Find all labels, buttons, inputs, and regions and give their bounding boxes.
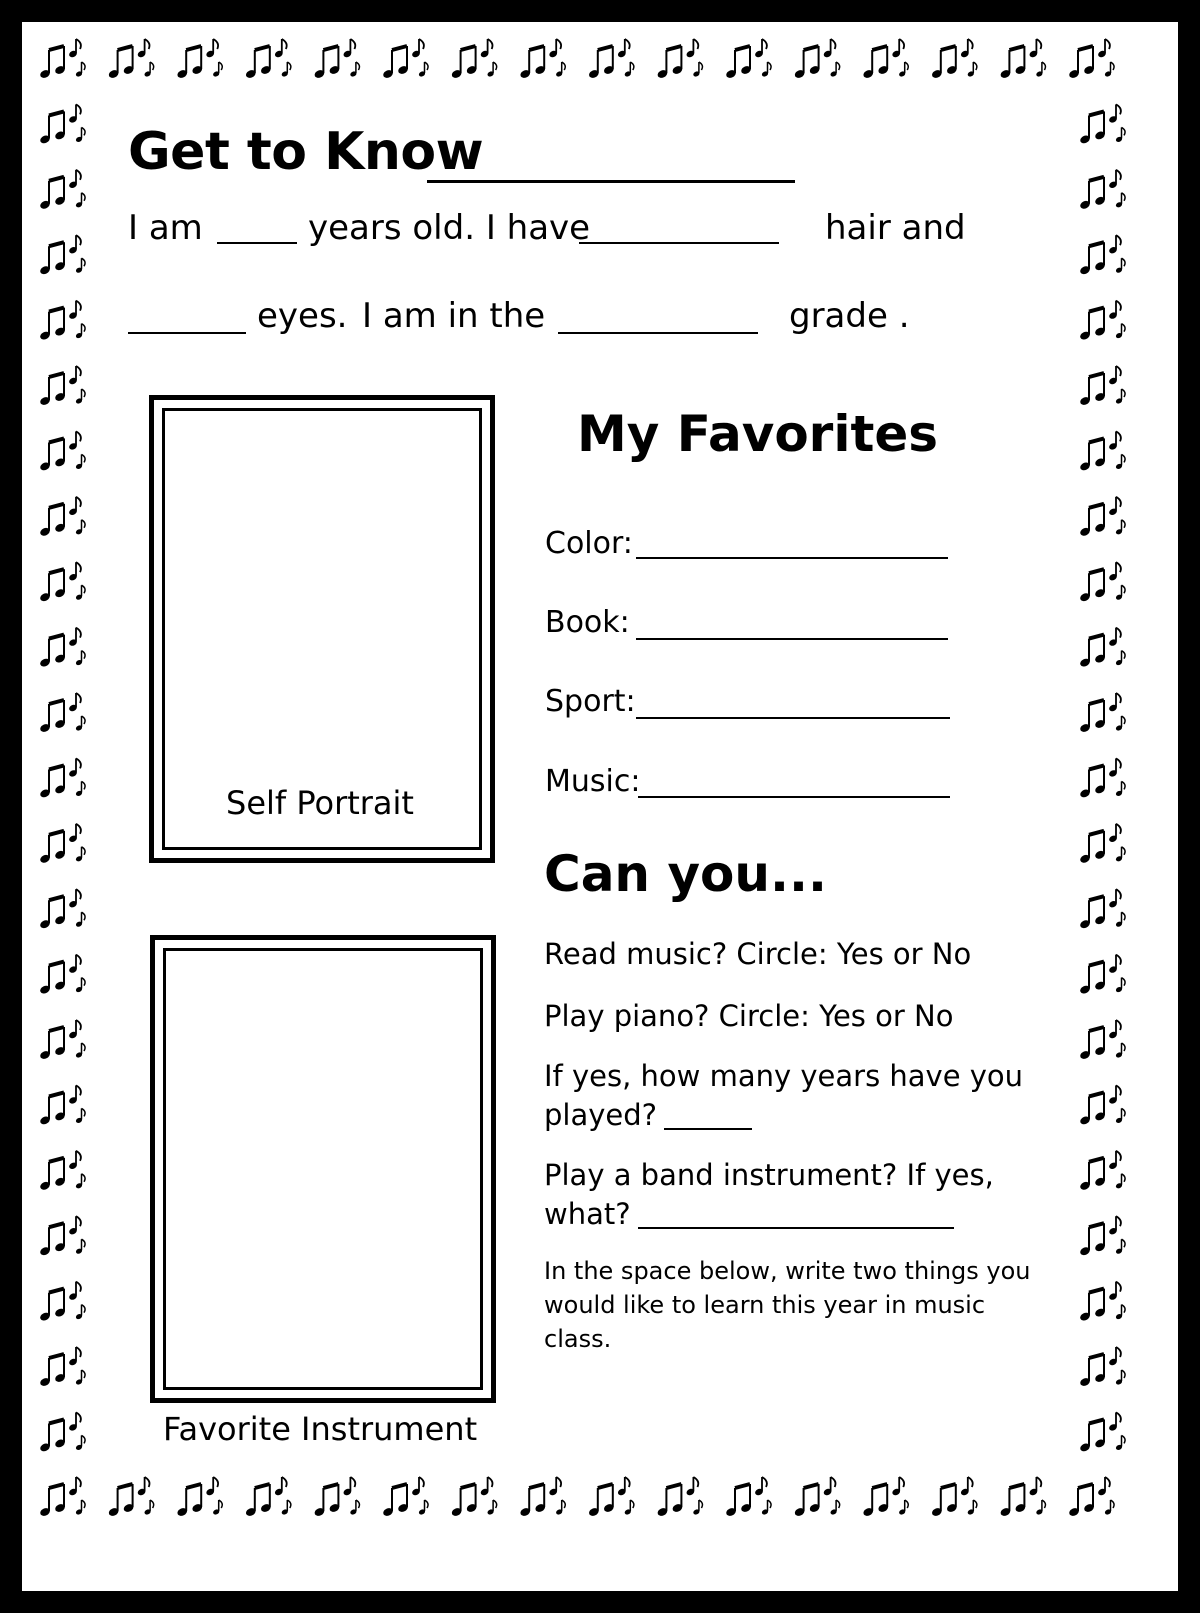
learning-prompt-line-3: class.: [544, 1325, 612, 1353]
favorite-book-blank[interactable]: [636, 638, 948, 640]
learning-prompt-line-1: In the space below, write two things you: [544, 1257, 1031, 1285]
intro-text-years-old: years old. I have: [308, 208, 591, 248]
music-notes-icon: [39, 758, 85, 798]
music-notes-icon: [1079, 758, 1125, 798]
music-notes-icon: [931, 39, 977, 79]
hair-color-blank[interactable]: [579, 242, 779, 244]
favorite-sport-blank[interactable]: [636, 717, 950, 719]
music-notes-icon: [39, 955, 85, 995]
favorites-heading: My Favorites: [577, 405, 939, 463]
music-notes-icon: [1079, 628, 1125, 668]
music-notes-icon: [1079, 562, 1125, 602]
music-notes-icon: [588, 1477, 634, 1517]
music-notes-icon: [39, 1151, 85, 1191]
music-notes-icon: [39, 1477, 85, 1517]
band-instrument-question-line-2: what?: [544, 1197, 631, 1231]
music-notes-icon: [794, 39, 840, 79]
music-notes-icon: [39, 889, 85, 929]
music-notes-icon: [1079, 431, 1125, 471]
music-notes-icon: [1079, 1216, 1125, 1256]
music-notes-icon: [1079, 693, 1125, 733]
intro-text-i-am: I am: [128, 208, 203, 248]
music-notes-icon: [656, 1477, 702, 1517]
name-blank[interactable]: [427, 180, 795, 183]
music-notes-icon: [1079, 1347, 1125, 1387]
music-notes-icon: [39, 235, 85, 275]
favorite-instrument-inner-border: [163, 948, 483, 1390]
music-notes-icon: [39, 39, 85, 79]
music-notes-icon: [451, 39, 497, 79]
intro-text-hair-and: hair and: [825, 208, 966, 248]
music-notes-icon: [382, 1477, 428, 1517]
music-notes-icon: [1079, 1151, 1125, 1191]
music-notes-icon: [39, 366, 85, 406]
music-notes-icon: [451, 1477, 497, 1517]
music-notes-icon: [519, 39, 565, 79]
music-notes-icon: [176, 39, 222, 79]
favorite-book-label: Book:: [545, 605, 630, 640]
music-notes-icon: [1079, 235, 1125, 275]
page-title: Get to Know: [128, 122, 484, 182]
eye-color-blank[interactable]: [128, 332, 246, 334]
music-notes-icon: [1079, 955, 1125, 995]
can-you-heading: Can you...: [544, 845, 827, 903]
age-blank[interactable]: [217, 242, 297, 244]
music-notes-icon: [1079, 170, 1125, 210]
music-notes-icon: [1079, 889, 1125, 929]
music-notes-icon: [313, 39, 359, 79]
music-notes-icon: [176, 1477, 222, 1517]
music-notes-icon: [382, 39, 428, 79]
learning-prompt-line-2: would like to learn this year in music: [544, 1291, 986, 1319]
music-notes-icon: [245, 1477, 291, 1517]
music-notes-icon: [1079, 366, 1125, 406]
music-notes-icon: [1079, 1412, 1125, 1452]
band-instrument-question-line-1: Play a band instrument? If yes,: [544, 1158, 994, 1192]
play-piano-question: Play piano? Circle: Yes or No: [544, 999, 954, 1033]
music-notes-icon: [39, 1412, 85, 1452]
music-notes-icon: [39, 1282, 85, 1322]
music-notes-icon: [1079, 1085, 1125, 1125]
music-notes-icon: [39, 431, 85, 471]
music-notes-icon: [1079, 824, 1125, 864]
music-notes-icon: [39, 301, 85, 341]
favorite-instrument-label: Favorite Instrument: [163, 1410, 478, 1448]
music-notes-icon: [1068, 1477, 1114, 1517]
music-notes-icon: [588, 39, 634, 79]
music-notes-icon: [39, 497, 85, 537]
read-music-question: Read music? Circle: Yes or No: [544, 937, 972, 971]
years-played-question-line-1: If yes, how many years have you: [544, 1059, 1024, 1093]
music-notes-icon: [725, 1477, 771, 1517]
music-notes-icon: [725, 39, 771, 79]
favorite-music-blank[interactable]: [638, 796, 950, 798]
music-notes-icon: [862, 1477, 908, 1517]
music-notes-icon: [862, 39, 908, 79]
favorite-color-blank[interactable]: [636, 557, 948, 559]
music-notes-icon: [39, 104, 85, 144]
music-notes-icon: [39, 1020, 85, 1060]
favorite-instrument-frame[interactable]: [150, 935, 496, 1403]
music-notes-icon: [656, 39, 702, 79]
music-notes-icon: [1068, 39, 1114, 79]
music-notes-icon: [39, 562, 85, 602]
years-played-blank[interactable]: [664, 1128, 752, 1130]
favorite-color-label: Color:: [545, 526, 633, 561]
music-notes-icon: [1079, 301, 1125, 341]
music-notes-icon: [39, 628, 85, 668]
years-played-question-line-2: played?: [544, 1098, 658, 1132]
music-notes-icon: [39, 170, 85, 210]
music-notes-icon: [794, 1477, 840, 1517]
intro-text-in-the: I am in the: [362, 296, 546, 336]
intro-text-eyes: eyes.: [257, 296, 348, 336]
music-notes-icon: [999, 39, 1045, 79]
music-notes-icon: [108, 39, 154, 79]
music-notes-icon: [931, 1477, 977, 1517]
favorite-music-label: Music:: [545, 764, 641, 799]
music-notes-icon: [39, 1085, 85, 1125]
music-notes-icon: [1079, 1282, 1125, 1322]
music-notes-icon: [39, 1216, 85, 1256]
music-notes-icon: [313, 1477, 359, 1517]
band-instrument-blank[interactable]: [638, 1227, 954, 1229]
music-notes-icon: [39, 693, 85, 733]
music-notes-icon: [39, 1347, 85, 1387]
music-notes-icon: [519, 1477, 565, 1517]
self-portrait-label: Self Portrait: [226, 784, 414, 822]
music-notes-icon: [39, 824, 85, 864]
music-notes-icon: [1079, 1020, 1125, 1060]
worksheet-page: [22, 22, 1178, 1591]
music-notes-icon: [999, 1477, 1045, 1517]
intro-text-grade: grade .: [789, 296, 910, 336]
favorite-sport-label: Sport:: [545, 684, 636, 719]
music-notes-icon: [1079, 104, 1125, 144]
music-notes-icon: [1079, 497, 1125, 537]
music-notes-icon: [245, 39, 291, 79]
grade-blank[interactable]: [558, 332, 758, 334]
music-notes-icon: [108, 1477, 154, 1517]
